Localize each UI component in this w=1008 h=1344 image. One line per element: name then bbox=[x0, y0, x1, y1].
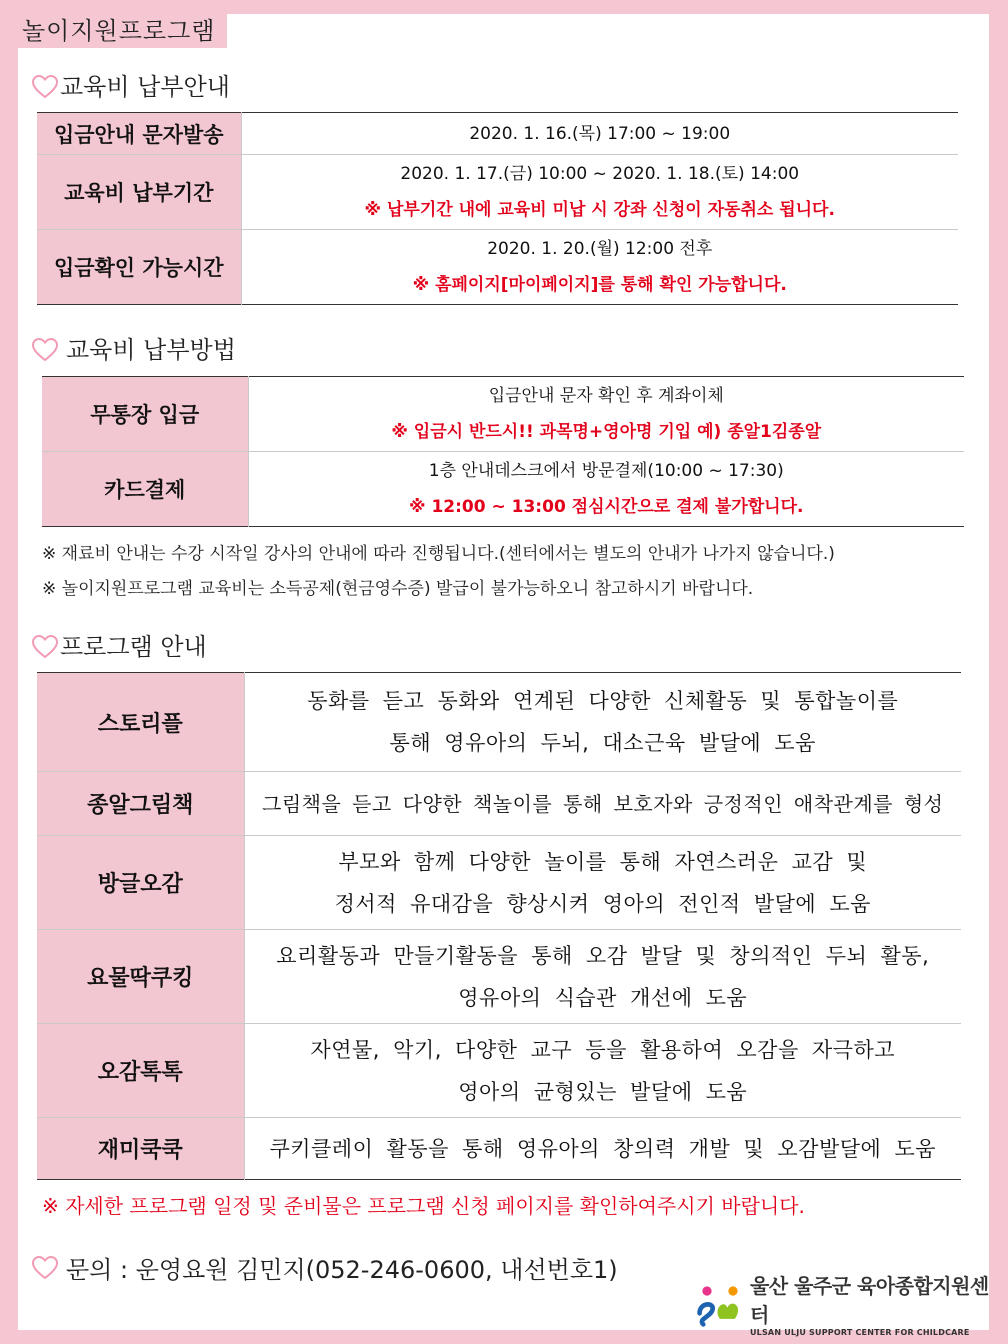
document-sheet bbox=[18, 14, 989, 1337]
row-label: 카드결제 bbox=[42, 452, 248, 527]
contact-text: 문의 : 운영요원 김민지(052-246-0600, 내선번호1) bbox=[66, 1256, 618, 1284]
table-row bbox=[37, 1024, 961, 1118]
note-material-fee: ※ 재료비 안내는 수강 시작일 강사의 안내에 따라 진행됩니다.(센터에서는 별도의 안내가 나가지 않습니다.) bbox=[42, 544, 835, 564]
heart-icon bbox=[32, 1256, 58, 1280]
row-label: 교육비 납부기간 bbox=[37, 155, 241, 230]
table-row bbox=[42, 377, 964, 452]
table-row bbox=[37, 930, 961, 1024]
section-heading-fee-payment bbox=[32, 72, 230, 102]
row-value: 정서적 유대감을 향상시켜 영아의 전인적 발달에 도움 bbox=[334, 891, 871, 916]
row-label: 재미쿡쿡 bbox=[37, 1118, 244, 1180]
section-heading-text: 교육비 납부방법 bbox=[66, 336, 236, 364]
table-row bbox=[37, 1118, 961, 1180]
program-footer-note: ※ 자세한 프로그램 일정 및 준비물은 프로그램 신청 페이지를 확인하여주시기 바랍니다. bbox=[42, 1194, 805, 1218]
row-value: 입금안내 문자 확인 후 계좌이체 bbox=[488, 386, 724, 406]
row-value: 동화를 듣고 동화와 연계된 다양한 신체활동 및 통합놀이를 bbox=[307, 689, 899, 713]
row-label: 무통장 입금 bbox=[42, 377, 248, 452]
row-value: 자연물, 악기, 다양한 교구 등을 활용하여 오감을 자극하고 bbox=[310, 1037, 896, 1062]
program-table bbox=[37, 672, 961, 1180]
heart-icon bbox=[32, 635, 58, 659]
row-value: 2020. 1. 16.(목) 17:00 ~ 19:00 bbox=[469, 123, 731, 144]
row-value: 1층 안내데스크에서 방문결제(10:00 ~ 17:30) bbox=[428, 461, 784, 481]
row-label: 오감톡톡 bbox=[37, 1024, 244, 1118]
warning-text: ※ 12:00 ~ 13:00 점심시간으로 결제 불가합니다. bbox=[409, 497, 804, 517]
row-value: 부모와 함께 다양한 놀이를 통해 자연스러운 교감 및 bbox=[338, 849, 868, 874]
warning-text: ※ 입금시 반드시!! 과목명+영아명 기입 예) 종알1김종알 bbox=[391, 422, 822, 442]
heart-icon bbox=[32, 338, 58, 362]
row-value: 2020. 1. 20.(월) 12:00 전후 bbox=[487, 239, 713, 259]
payment-method-table bbox=[42, 376, 964, 527]
row-value: 2020. 1. 17.(금) 10:00 ~ 2020. 1. 18.(토) 14:00 bbox=[400, 164, 800, 184]
row-label: 스토리플 bbox=[37, 673, 244, 772]
logo-name-english: ULSAN ULJU SUPPORT CENTER FOR CHILDCARE bbox=[749, 1328, 970, 1337]
row-label: 입금안내 문자발송 bbox=[37, 113, 241, 155]
row-label: 입금확인 가능시간 bbox=[37, 230, 241, 305]
row-value: 영유아의 식습관 개선에 도움 bbox=[458, 985, 748, 1010]
contact-info bbox=[32, 1250, 618, 1285]
row-value: 그림책을 듣고 다양한 책놀이를 통해 보호자와 긍정적인 애착관계를 형성 bbox=[262, 791, 944, 816]
logo-name-korean: 울산 울주군 육아종합지원센터 bbox=[749, 1274, 989, 1327]
note-tax-deduction: ※ 놀이지원프로그램 교육비는 소득공제(현금영수증) 발급이 불가능하오니 참고하시기 바랍니다. bbox=[42, 579, 754, 599]
table-row bbox=[37, 673, 961, 772]
page-title: 놀이지원프로그램 bbox=[18, 14, 227, 48]
center-logo-icon bbox=[694, 1280, 746, 1328]
section-heading-text: 교육비 납부안내 bbox=[60, 73, 230, 101]
row-value: 영아의 균형있는 발달에 도움 bbox=[458, 1079, 748, 1104]
row-label: 종알그림책 bbox=[37, 772, 244, 836]
table-row bbox=[37, 230, 958, 305]
center-logo bbox=[694, 1270, 989, 1337]
heart-icon bbox=[32, 75, 58, 99]
row-label: 요물딱쿠킹 bbox=[37, 930, 244, 1024]
section-heading-payment-method bbox=[32, 335, 236, 365]
row-label: 방글오감 bbox=[37, 836, 244, 930]
fee-payment-table bbox=[37, 112, 958, 305]
table-row bbox=[42, 452, 964, 527]
table-row bbox=[37, 772, 961, 836]
warning-text: ※ 홈페이지[마이페이지]를 통해 확인 가능합니다. bbox=[412, 275, 787, 295]
row-value: 통해 영유아의 두뇌, 대소근육 발달에 도움 bbox=[389, 731, 816, 755]
table-row bbox=[37, 836, 961, 930]
section-heading-text: 프로그램 안내 bbox=[60, 633, 207, 661]
row-value: 요리활동과 만들기활동을 통해 오감 발달 및 창의적인 두뇌 활동, bbox=[276, 943, 930, 968]
row-value: 쿠키클레이 활동을 통해 영유아의 창의력 개발 및 오감발달에 도움 bbox=[269, 1136, 937, 1161]
warning-text: ※ 납부기간 내에 교육비 미납 시 강좌 신청이 자동취소 됩니다. bbox=[364, 200, 835, 220]
table-row bbox=[37, 113, 958, 155]
section-heading-program-info bbox=[32, 632, 207, 662]
table-row bbox=[37, 155, 958, 230]
